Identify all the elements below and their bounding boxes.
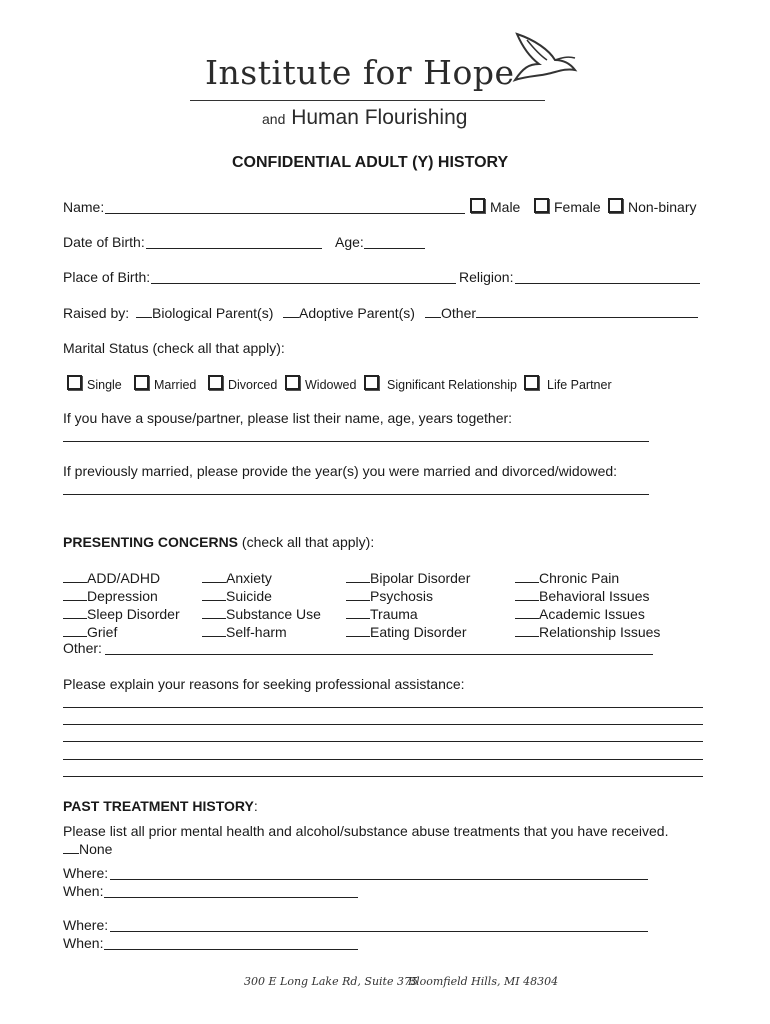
- spouse-prompt: If you have a spouse/partner, please list their name, age, years together:: [63, 410, 513, 426]
- concern-item[interactable]: Self-harm: [202, 623, 321, 641]
- age-field[interactable]: [364, 248, 425, 249]
- concern-item[interactable]: Eating Disorder: [346, 623, 470, 641]
- gender-male[interactable]: Male: [470, 198, 520, 215]
- when-field[interactable]: [104, 949, 358, 950]
- concern-item[interactable]: Trauma: [346, 605, 470, 623]
- spouse-field[interactable]: [63, 441, 649, 442]
- concern-item[interactable]: Relationship Issues: [515, 623, 660, 641]
- logo-subtitle: and Human Flourishing: [262, 106, 468, 129]
- religion-field[interactable]: [515, 283, 700, 284]
- concern-item[interactable]: Bipolar Disorder: [346, 569, 470, 587]
- logo-title: Institute for Hope: [205, 53, 515, 92]
- dob-label: Date of Birth:: [63, 234, 145, 250]
- concern-item[interactable]: Chronic Pain: [515, 569, 660, 587]
- concerns-column-3: [346, 569, 470, 641]
- marital-life-partner[interactable]: Life Partner: [524, 375, 612, 392]
- married-checkbox[interactable]: [134, 375, 149, 390]
- concern-item[interactable]: Academic Issues: [515, 605, 660, 623]
- where-field[interactable]: [110, 931, 648, 932]
- significant-checkbox[interactable]: [364, 375, 379, 390]
- concern-item[interactable]: Depression: [63, 587, 180, 605]
- where-label: Where:: [63, 865, 109, 881]
- single-checkbox[interactable]: [67, 375, 82, 390]
- reasons-prompt: Please explain your reasons for seeking professional assistance:: [63, 676, 465, 692]
- when-field[interactable]: [104, 897, 358, 898]
- none-option[interactable]: None: [63, 841, 112, 857]
- marital-label: Marital Status (check all that apply):: [63, 340, 285, 356]
- where-field[interactable]: [110, 879, 648, 880]
- other-field[interactable]: [105, 654, 653, 655]
- marital-divorced[interactable]: Divorced: [208, 375, 277, 392]
- name-label: Name:: [63, 199, 105, 215]
- nonbinary-checkbox[interactable]: [608, 198, 623, 213]
- concern-item[interactable]: Substance Use: [202, 605, 321, 623]
- name-field[interactable]: [105, 213, 465, 214]
- reasons-line[interactable]: [63, 741, 703, 742]
- previous-marriage-prompt: If previously married, please provide the year(s) you were married and divorced/widowed:: [63, 463, 618, 479]
- marital-widowed[interactable]: Widowed: [285, 375, 356, 392]
- reasons-line[interactable]: [63, 707, 703, 708]
- raised-label: Raised by:: [63, 305, 130, 321]
- divorced-checkbox[interactable]: [208, 375, 223, 390]
- gender-nonbinary[interactable]: Non-binary: [608, 198, 696, 215]
- past-treatment-prompt: Please list all prior mental health and alcohol/substance abuse treatments that you have received.: [63, 823, 669, 839]
- male-checkbox[interactable]: [470, 198, 485, 213]
- previous-marriage-field[interactable]: [63, 494, 649, 495]
- where-label: Where:: [63, 917, 109, 933]
- page-title: CONFIDENTIAL ADULT (Y) HISTORY: [232, 154, 509, 171]
- female-checkbox[interactable]: [534, 198, 549, 213]
- pob-label: Place of Birth:: [63, 269, 151, 285]
- raised-biological[interactable]: Biological Parent(s): [136, 305, 273, 321]
- concern-item[interactable]: Sleep Disorder: [63, 605, 180, 623]
- past-treatment-heading: PAST TREATMENT HISTORY:: [63, 798, 258, 814]
- age-label: Age:: [335, 234, 364, 250]
- gender-female[interactable]: Female: [534, 198, 601, 215]
- concerns-column-2: [202, 569, 321, 641]
- concerns-column-4: [515, 569, 660, 641]
- reasons-line[interactable]: [63, 759, 703, 760]
- concerns-column-1: [63, 569, 180, 641]
- concern-item[interactable]: ADD/ADHD: [63, 569, 180, 587]
- reasons-line[interactable]: [63, 776, 703, 777]
- concern-item[interactable]: Anxiety: [202, 569, 321, 587]
- marital-significant[interactable]: Significant Relationship: [364, 375, 517, 392]
- reasons-line[interactable]: [63, 724, 703, 725]
- religion-label: Religion:: [459, 269, 514, 285]
- concern-item[interactable]: Suicide: [202, 587, 321, 605]
- concern-item[interactable]: Behavioral Issues: [515, 587, 660, 605]
- pob-field[interactable]: [151, 283, 456, 284]
- raised-adoptive[interactable]: Adoptive Parent(s): [283, 305, 415, 321]
- concerns-heading: PRESENTING CONCERNS (check all that apply):: [63, 534, 375, 550]
- concern-item[interactable]: Grief: [63, 623, 180, 641]
- marital-married[interactable]: Married: [134, 375, 196, 392]
- when-label: When:: [63, 883, 104, 899]
- dove-icon: [505, 28, 583, 94]
- other-label: Other:: [63, 640, 102, 656]
- life-partner-checkbox[interactable]: [524, 375, 539, 390]
- footer-address: 300 E Long Lake Rd, Suite 375: [244, 975, 418, 988]
- raised-other[interactable]: Other: [425, 305, 698, 321]
- logo-divider: [190, 100, 545, 101]
- concern-item[interactable]: Psychosis: [346, 587, 470, 605]
- marital-single[interactable]: Single: [67, 375, 122, 392]
- footer-city: Bloomfield Hills, MI 48304: [408, 975, 559, 988]
- dob-field[interactable]: [146, 248, 322, 249]
- widowed-checkbox[interactable]: [285, 375, 300, 390]
- when-label: When:: [63, 935, 104, 951]
